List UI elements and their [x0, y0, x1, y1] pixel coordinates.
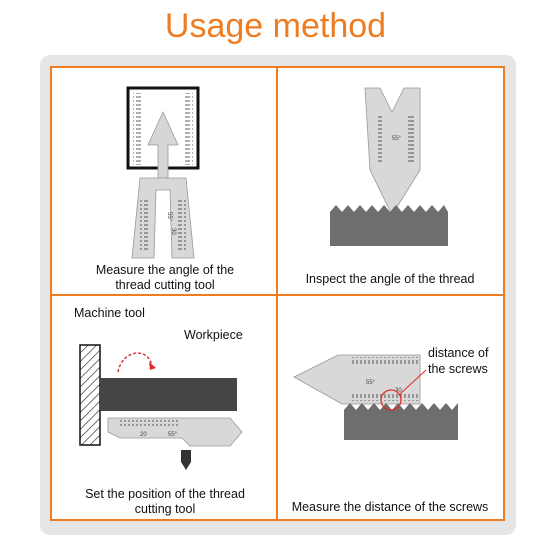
panel4-caption: [282, 500, 498, 515]
panel2-illustration: [330, 88, 448, 246]
svg-text:55°: 55°: [366, 380, 376, 386]
svg-text:55°: 55°: [392, 136, 402, 142]
svg-text:30: 30: [395, 388, 402, 394]
panel1-illustration: [128, 88, 198, 258]
panel2-caption-line1: Inspect the angle of the thread: [305, 272, 475, 286]
distance-label-line2: the screws: [428, 362, 488, 376]
panel1-caption: [60, 263, 270, 293]
page-title: Usage method: [164, 7, 387, 45]
svg-text:55°: 55°: [168, 432, 178, 438]
distance-label: [428, 345, 488, 377]
panel4-caption-line1: Measure the distance of the screws: [291, 500, 489, 514]
workpiece-label: Workpiece: [184, 328, 243, 342]
svg-text:30: 30: [170, 228, 176, 235]
machine-tool-label: Machine tool: [74, 306, 145, 320]
panel3-caption-line2: cutting tool: [134, 502, 196, 516]
svg-text:20: 20: [140, 432, 147, 438]
panel2-caption: [282, 272, 498, 287]
panel3-caption: [56, 487, 274, 517]
panel1-caption-line2: thread cutting tool: [115, 278, 215, 292]
panel3-caption-line1: Set the position of the thread: [85, 487, 245, 501]
panel3-illustration: [80, 345, 242, 470]
svg-text:55°: 55°: [166, 212, 172, 222]
distance-label-line1: distance of: [428, 346, 489, 360]
panel1-caption-line1: Measure the angle of the: [95, 263, 235, 277]
